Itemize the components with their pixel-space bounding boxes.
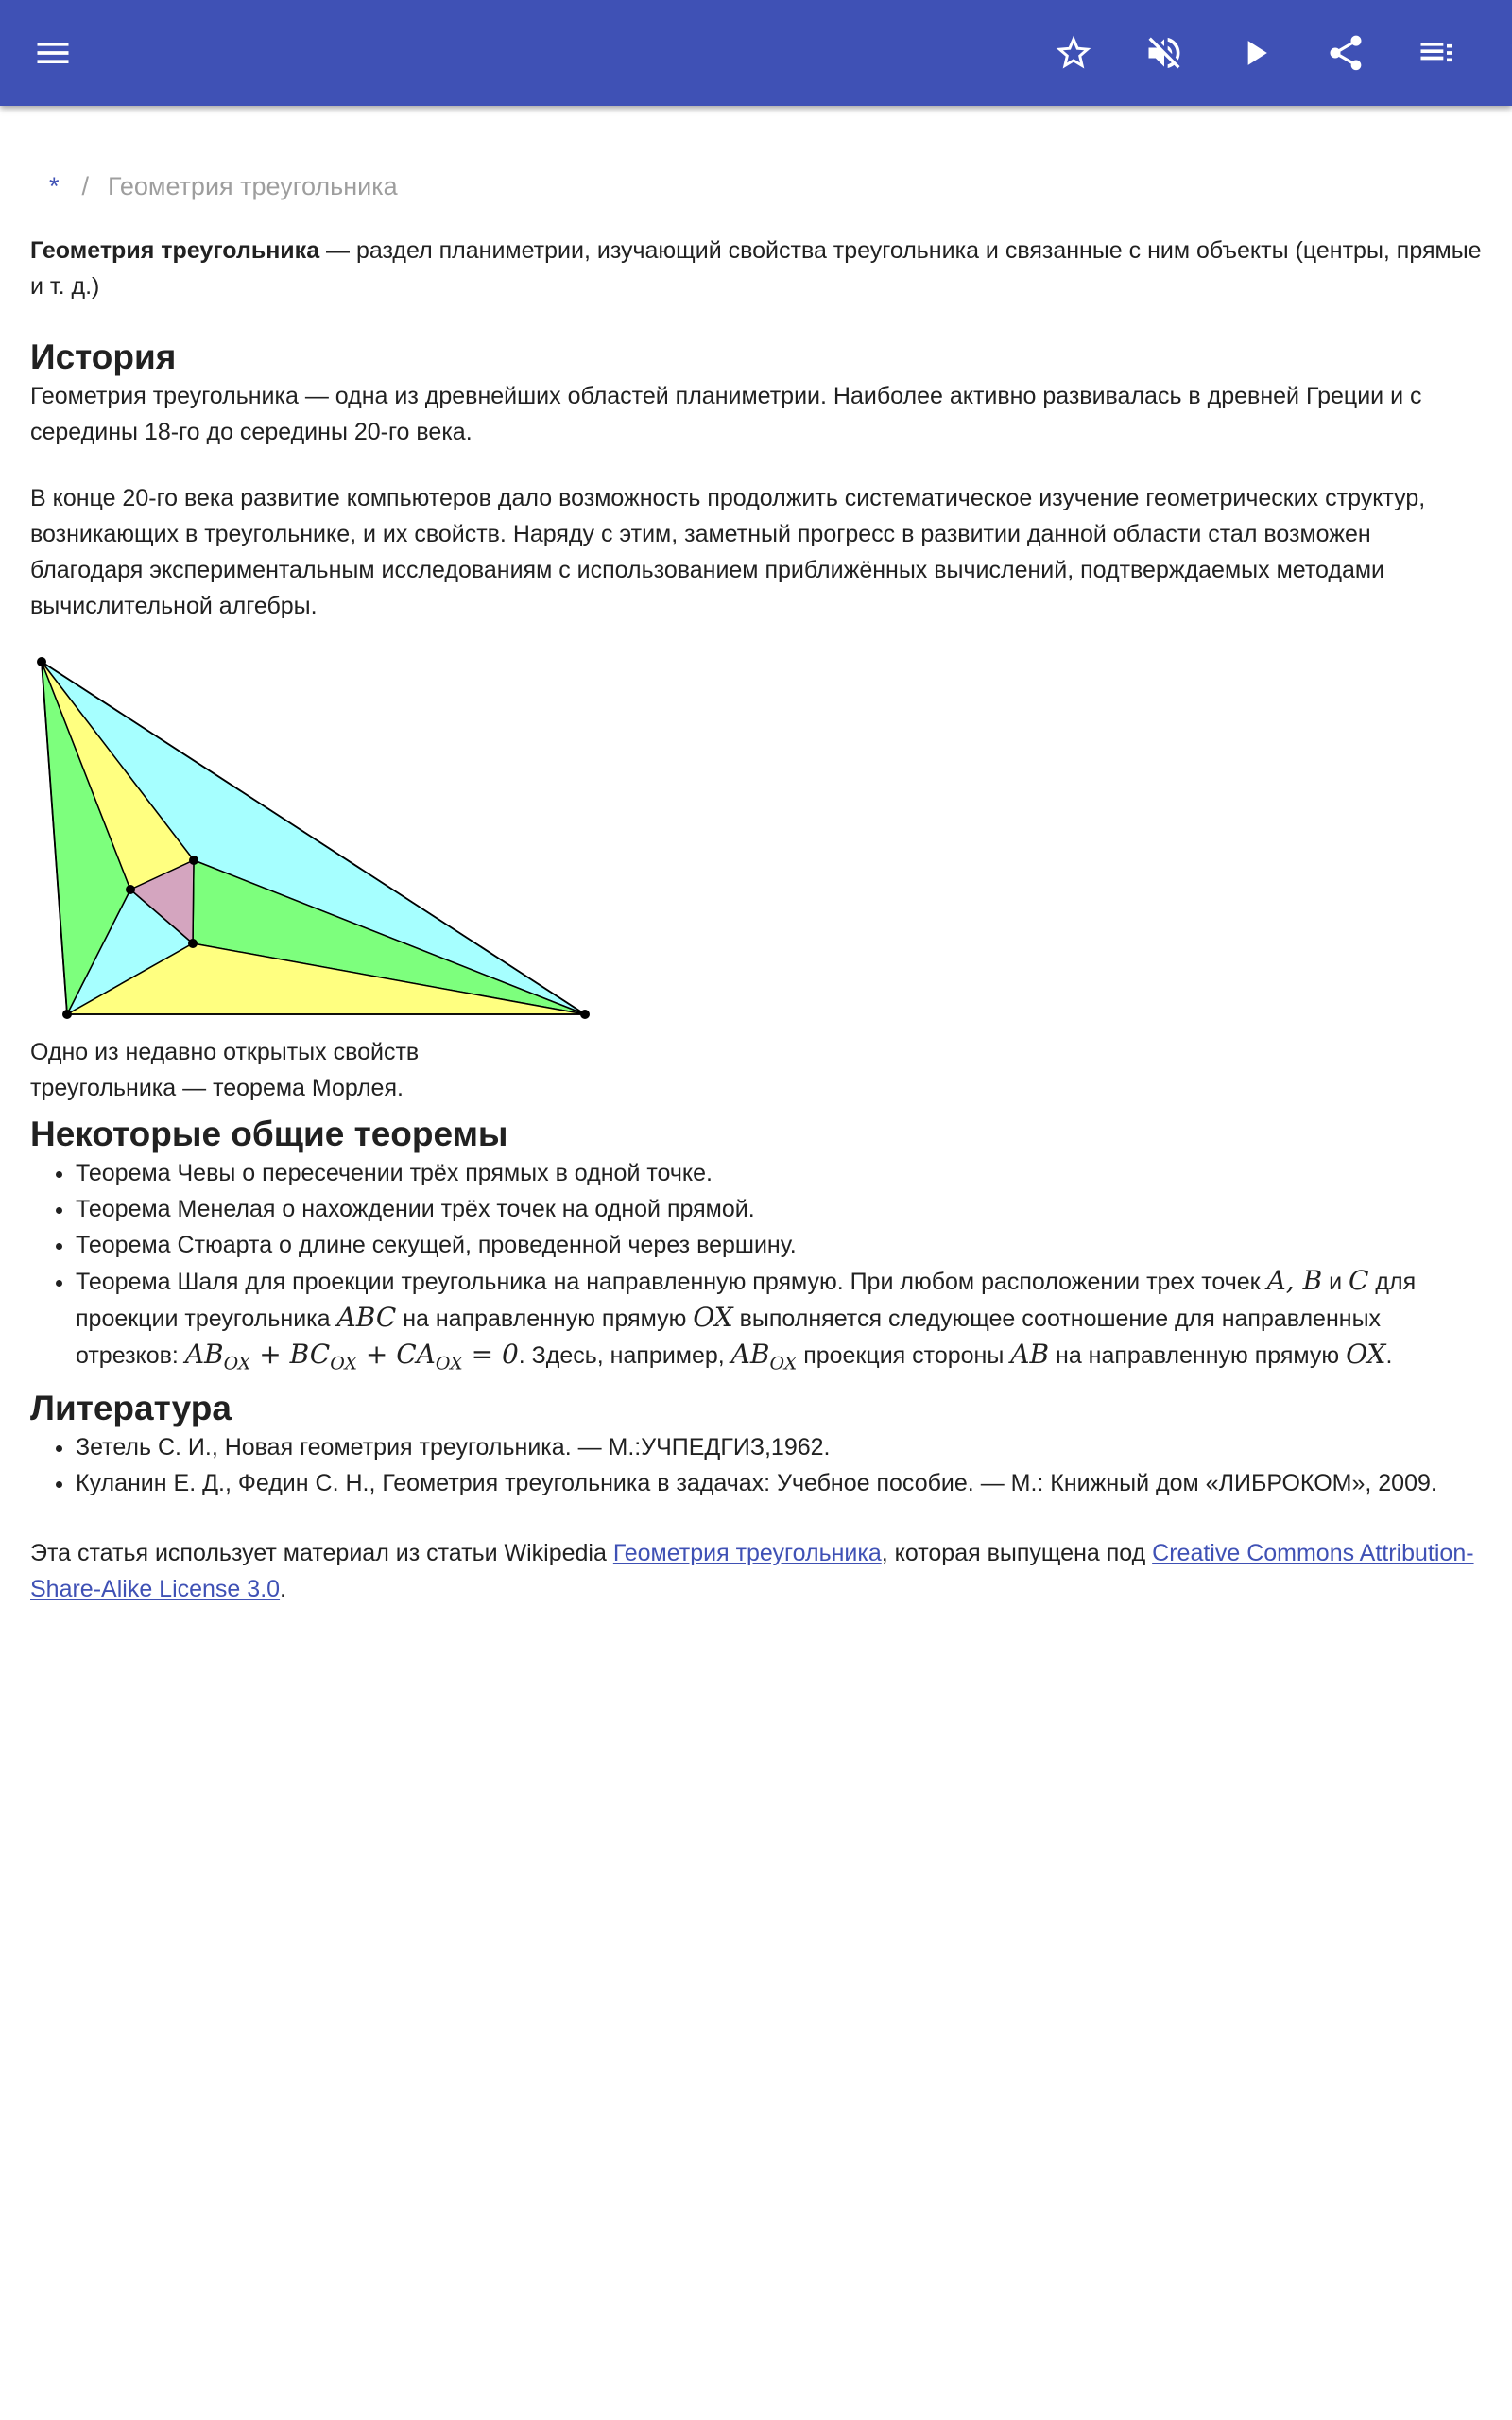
license-text: , которая выпущена под (881, 1539, 1153, 1566)
shal-text: для проекции треугольника (76, 1269, 1417, 1332)
license-notice (30, 1535, 1486, 1607)
star-outline-icon (1053, 32, 1094, 74)
math-line: OX (1346, 1339, 1386, 1370)
morley-point (189, 856, 198, 865)
shal-text: и (1322, 1269, 1349, 1295)
vertex-point (62, 1010, 72, 1019)
list-item: • Куланин Е. Д., Федин С. Н., Геометрия треугольника в задачах: Учебное пособие. — М.: Книжный дом «ЛИБРОКОМ», 2009. (76, 1465, 1486, 1501)
list-item: • Зетель С. И., Новая геометрия треугольника. — М.:УЧПЕДГИЗ,1962. (76, 1429, 1486, 1465)
license-text: Эта статья использует материал из статьи Wikipedia (30, 1539, 613, 1566)
theorems-list (30, 1155, 1486, 1382)
breadcrumb-current: Геометрия треугольника (108, 172, 398, 200)
breadcrumb (49, 168, 1486, 204)
figure-caption: Одно из недавно открытых свойств треугольника — теорема Морлея. (30, 1039, 420, 1101)
vertex-point (37, 657, 46, 666)
play-button[interactable] (1227, 25, 1283, 81)
menu-icon (32, 32, 74, 74)
app-bar (0, 0, 1512, 106)
share-icon (1325, 32, 1366, 74)
theorems-heading: Некоторые общие теоремы (30, 1115, 508, 1153)
play-icon (1234, 32, 1276, 74)
breadcrumb-home-link[interactable]: * (49, 172, 60, 200)
shal-text: проекция стороны (797, 1342, 1011, 1369)
morley-point (188, 939, 198, 948)
morley-figure (30, 654, 616, 1106)
history-paragraph-1: Геометрия треугольника — одна из древнейших областей планиметрии. Наиболее активно развивалась в древней Греции и с середины 18-го до середины 20-го века. (30, 383, 1422, 445)
list-item: • Теорема Чевы о пересечении трёх прямых в одной точке. (76, 1155, 1486, 1191)
shal-text: Теорема Шаля для проекции треугольника на направленную прямую. При любом расположении трех точек (76, 1269, 1267, 1295)
list-item: • Теорема Менелая о нахождении трёх точек на одной прямой. (76, 1191, 1486, 1227)
morley-triangle-diagram (30, 654, 597, 1023)
share-button[interactable] (1317, 25, 1374, 81)
literature-heading: Литература (30, 1388, 232, 1427)
list-item: • Теорема Стюарта о длине секущей, проведенной через вершину. (76, 1227, 1486, 1263)
vertex-point (580, 1010, 590, 1019)
playlist-icon (1416, 32, 1457, 74)
shal-text: на направленную прямую (396, 1305, 694, 1332)
math-projection: $AB_{OX}$ (730, 1339, 798, 1374)
menu-button[interactable] (25, 25, 81, 81)
math-line: OX (693, 1302, 733, 1333)
wikipedia-article-link[interactable]: Геометрия треугольника (612, 1539, 882, 1566)
shal-text: . Здесь, например, (518, 1342, 731, 1369)
math-point-c: C (1349, 1265, 1369, 1296)
article (30, 106, 1486, 1607)
history-heading: История (30, 337, 177, 376)
literature-list (30, 1429, 1486, 1501)
shal-text: выполняется следующее соотношение для направленных отрезков: (76, 1305, 1382, 1369)
intro-text: — раздел планиметрии, изучающий свойства треугольника и связанные с ним объекты (центры, прямые и т. д.) (30, 237, 1482, 300)
shal-text: на направленную прямую (1049, 1342, 1347, 1369)
intro-term: Геометрия треугольника (30, 237, 320, 264)
contents-button[interactable] (1408, 25, 1465, 81)
volume-off-icon (1143, 32, 1185, 74)
morley-point (126, 885, 135, 894)
history-paragraph-2: В конце 20-го века развитие компьютеров дало возможность продолжить систематическое изучение геометрических структур, возникающих в треугольнике, и их свойств. Наряду с этим, заметный прогресс в развитии данной области стал возможен благодаря экспериментальным исследованиям с использованием приближённых вычислений, подтверждаемых методами вычислительной алгебры. (30, 485, 1426, 619)
math-points: A, B (1266, 1265, 1323, 1296)
intro-paragraph (30, 233, 1486, 304)
math-equation: $AB_{OX} + BC_{OX} + CA_{OX} = 0$ (184, 1339, 519, 1374)
list-item (76, 1263, 1486, 1382)
shal-text: . (1385, 1342, 1393, 1369)
math-triangle: ABC (336, 1302, 397, 1333)
favorite-button[interactable] (1045, 25, 1102, 81)
cc-license-link[interactable]: Creative Commons Attribution-Share-Alike License 3.0 (30, 1539, 1474, 1602)
license-text: . (280, 1575, 286, 1602)
math-side: AB (1010, 1339, 1050, 1370)
mute-button[interactable] (1136, 25, 1193, 81)
breadcrumb-separator: / (81, 172, 90, 200)
